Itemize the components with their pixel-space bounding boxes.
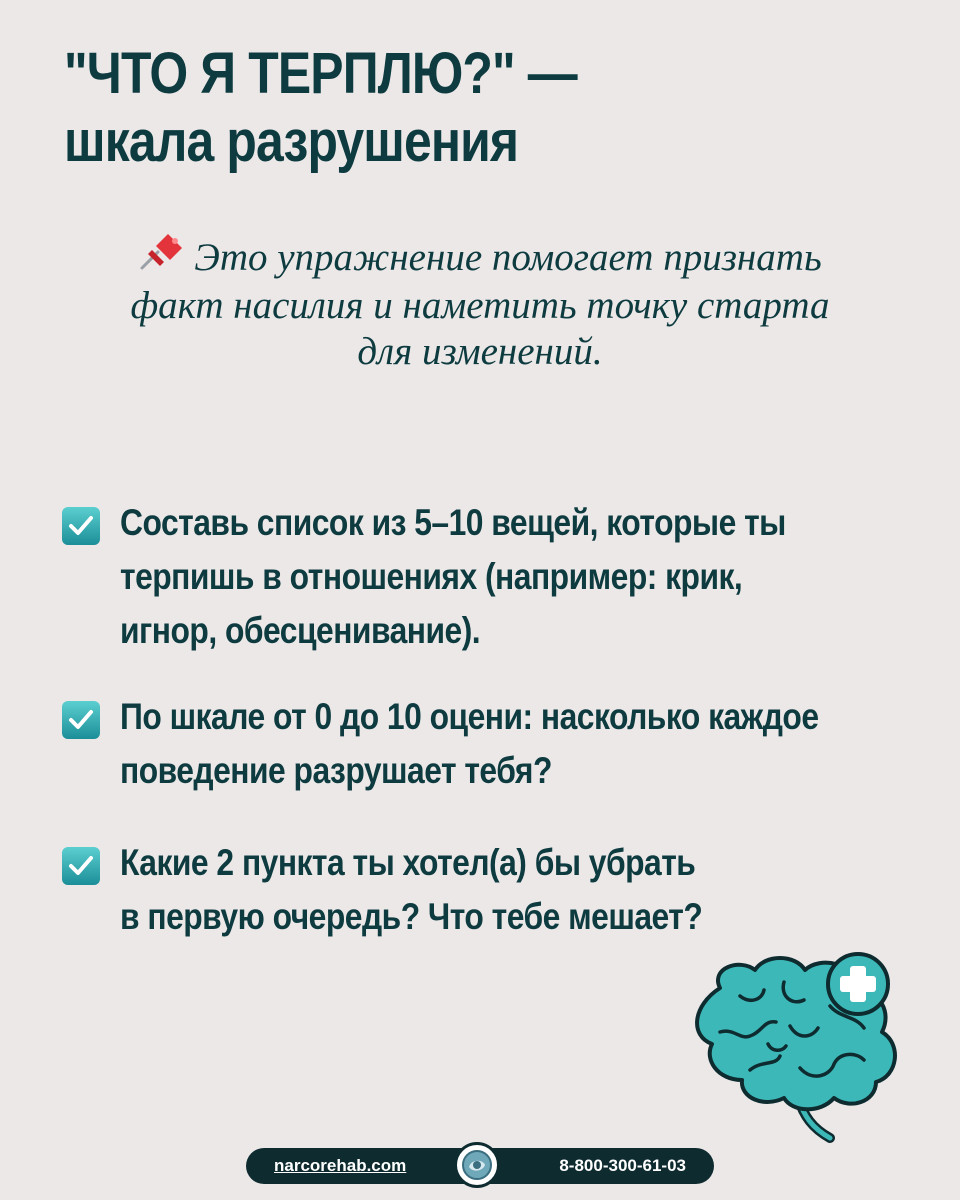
item-1-line-2: терпишь в отношениях (например: крик, xyxy=(120,556,743,597)
checkbox-checked-icon xyxy=(62,701,100,739)
checkbox-checked-icon xyxy=(62,507,100,545)
pushpin-icon xyxy=(138,232,184,283)
item-1-line-3: игнор, обесценивание). xyxy=(120,610,481,651)
website-link[interactable]: narcorehab.com xyxy=(274,1156,407,1175)
clinic-logo-icon xyxy=(454,1142,500,1188)
intro-line-1: Это упражнение помогает признать xyxy=(194,236,822,279)
item-1-line-1: Составь список из 5–10 вещей, которые ты xyxy=(120,502,786,543)
checkbox-checked-icon xyxy=(62,847,100,885)
intro-text xyxy=(80,232,880,375)
item-2-line-1: По шкале от 0 до 10 оцени: насколько каждое xyxy=(120,696,819,737)
title-line-1: "ЧТО Я ТЕРПЛЮ?" — xyxy=(64,41,577,106)
intro-line-3: для изменений. xyxy=(357,330,603,373)
intro-line-2: факт насилия и наметить точку старта xyxy=(130,284,830,327)
title-line-2: шкала разрушения xyxy=(64,109,519,174)
footer-bar xyxy=(246,1148,714,1184)
item-3-line-2: в первую очередь? Что тебе мешает? xyxy=(120,896,703,937)
phone-number[interactable]: 8-800-300-61-03 xyxy=(559,1156,686,1175)
item-2-line-2: поведение разрушает тебя? xyxy=(120,750,552,791)
page-title xyxy=(64,40,786,176)
brain-plus-icon xyxy=(680,948,920,1153)
item-3-line-1: Какие 2 пункта ты хотел(а) бы убрать xyxy=(120,842,696,883)
